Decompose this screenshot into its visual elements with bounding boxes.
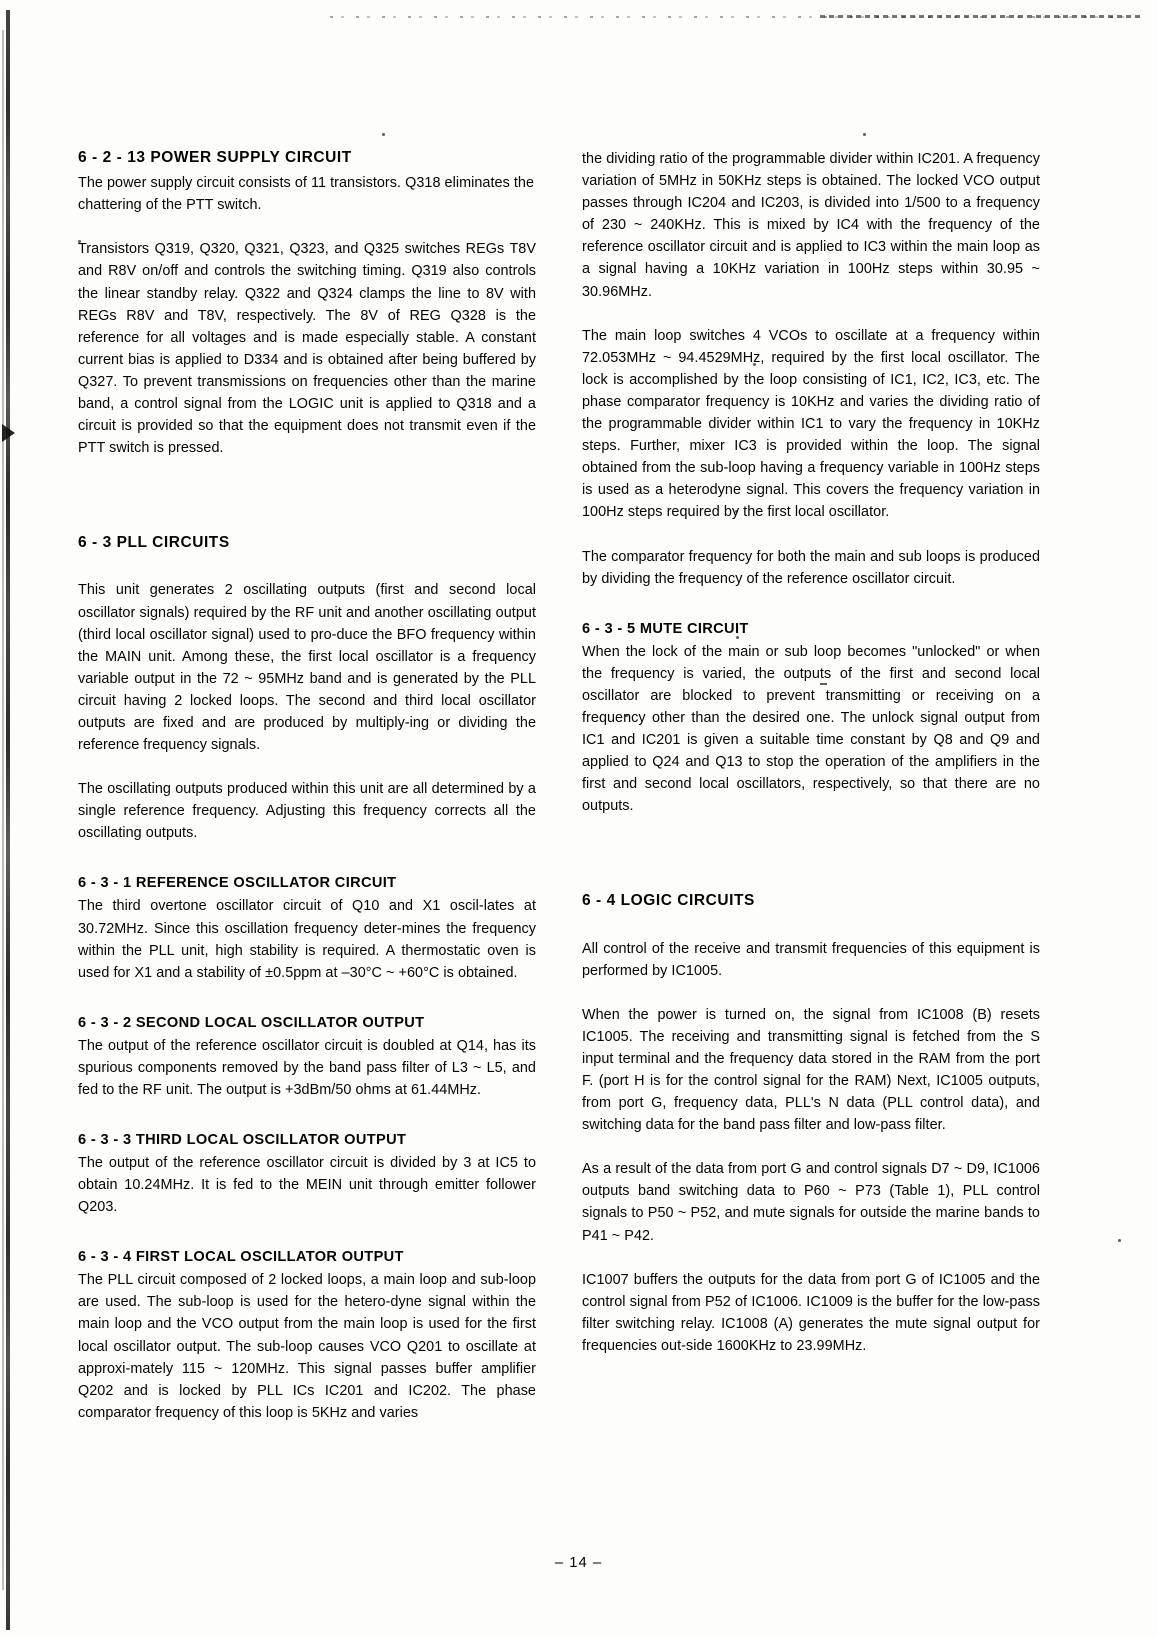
paragraph-gap <box>78 756 536 778</box>
heading-6-3-2: 6 - 3 - 2 SECOND LOCAL OSCILLATOR OUTPUT <box>78 1014 425 1031</box>
para-6-3-1: This unit generates 2 oscillating outputs (first and second local oscillator signals) required by the RF unit and another oscillating output (third local oscillator signal) used to pro-duce the BFO frequency within the MAIN unit. Among these, the first local oscillator is a frequency variable output in the 72 ~ 95MHz band and is generated by the PLL circuit having 2 locked loops. The second and third local oscillator outputs are fixed and are produced by multiply-ing or dividing the reference frequency signals. <box>78 582 536 754</box>
heading-6-3-4: 6 - 3 - 4 FIRST LOCAL OSCILLATOR OUTPUT <box>78 1249 404 1266</box>
para-6-2-13-1: The power supply circuit consists of 11 transistors. Q318 eliminates the chattering of the PTT switch. <box>78 175 535 214</box>
left-column <box>78 148 536 1424</box>
two-column-body <box>78 148 1070 1508</box>
para-6-3-5-1: When the lock of the main or sub loop becomes "unlocked" or when the frequency is varied, the outputs of the first and second local oscillator are blocked to prevent transmitting or receiving on a frequency other than the desired one. The unlock signal output from IC1 and IC201 is given a suitable time constant by Q8 and Q9 and applied to Q24 and Q13 to stop the operation of the amplifiers in the first and second local oscillators, respectively, so that there are no outputs. <box>582 643 1040 815</box>
paragraph-gap <box>582 1136 1040 1158</box>
section-gap <box>78 984 536 1014</box>
section-gap <box>78 459 536 533</box>
scan-top-streak-artifact-dense <box>820 15 1140 18</box>
paragraph-gap <box>78 216 536 238</box>
section-gap <box>78 844 536 874</box>
scan-speck <box>863 133 866 136</box>
heading-gap <box>582 916 1040 938</box>
para-6-2-13-2: Transistors Q319, Q320, Q321, Q323, and Q325 switches REGs T8V and R8V on/off and controls the switching timing. Q319 also controls the linear standby relay. Q322 and Q324 clamps the line to 8V with REGs R8V and T8V, respectively. The 8V of REG Q328 is the reference for all voltages and is made especially stable. A constant current bias is applied to D334 and is obtained after being buffered by Q327. To prevent transmissions on frequencies other than the marine band, a control signal from the LOGIC unit is applied to Q318 and a circuit is provided so that the equipment does not transmit even if the PTT switch is pressed. <box>78 241 536 457</box>
heading-gap <box>78 557 536 579</box>
page-number: – 14 – <box>554 1555 603 1571</box>
para-continuation-2: The main loop switches 4 VCOs to oscillate at a frequency within 72.053MHz ~ 94.4529MHz, required by the first local oscillator. The lock is accomplished by the loop consisting of IC1, IC2, IC3, etc. The phase comparator frequency is 10KHz and varies the dividing ratio of the programmable divider within IC1 to vary the frequency in 10KHz steps. Further, mixer IC3 is provided within the loop. The signal obtained from the sub-loop having a frequency variable in 100Hz steps is used as a heterodyne signal. This covers the frequency variation in 100Hz steps required by the first local oscillator. <box>582 327 1040 521</box>
para-6-3-1-1: The third overtone oscillator circuit of Q10 and X1 oscil-lates at 30.72MHz. Since this oscillation frequency deter-mines the frequency within the PLL unit, high stability is required. A thermostatic oven is used for X1 and a stability of ±0.5ppm at –30°C ~ +60°C is obtained. <box>78 898 536 981</box>
para-6-3-2: The oscillating outputs produced within this unit are all determined by a single reference frequency. Adjusting this frequency corrects all the oscillating outputs. <box>78 781 536 842</box>
paragraph-gap <box>582 982 1040 1004</box>
paragraph-gap <box>582 1247 1040 1269</box>
scan-speck <box>1118 1239 1121 1242</box>
scan-speck <box>382 133 385 136</box>
para-6-3-4-1: The PLL circuit composed of 2 locked loops, a main loop and sub-loop are used. The sub-loop is used for the hetero-dyne signal within the main loop and the VCO output from the main loop is used for the first local oscillator output. The sub-loop causes VCO Q201 to oscillate at approxi-mately 115 ~ 120MHz. This signal passes buffer amplifier Q202 and is locked by PLL ICs IC201 and IC202. The phase comparator frequency of this loop is 5KHz and varies <box>78 1272 536 1421</box>
section-gap <box>78 1218 536 1248</box>
para-6-4-2: When the power is turned on, the signal from IC1008 (B) resets IC1005. The receiving and transmitting signal is fetched from the S input terminal and the frequency data stored in the RAM from the port F. (port H is for the control signal for the RAM) Next, IC1005 outputs, from port G, frequency data, PLL's N data (PLL control data), and switching data for the band pass filter and low-pass filter. <box>582 1006 1040 1134</box>
para-continuation-1: the dividing ratio of the programmable divider within IC201. A frequency variation of 5MHz in 50KHz steps is obtained. The locked VCO output passes through IC204 and IC203, is divided into 1/500 to a frequency of 230 ~ 240KHz. This is mixed by IC4 with the frequency of the reference oscillator circuit and is applied to IC3 within the main loop as a signal having a 10KHz variation in 100Hz steps within 30.95 ~ 30.96MHz. <box>582 151 1040 300</box>
heading-6-3-3: 6 - 3 - 3 THIRD LOCAL OSCILLATOR OUTPUT <box>78 1132 407 1149</box>
para-6-4-4: IC1007 buffers the outputs for the data from port G of IC1005 and the control signal from P52 of IC1006. IC1009 is the buffer for the low-pass filter switching relay. IC1008 (A) generates the mute signal output for frequencies out-side 1600KHz to 23.99MHz. <box>582 1271 1040 1354</box>
para-6-4-3: As a result of the data from port G and control signals D7 ~ D9, IC1006 outputs band switching data to P60 ~ P73 (Table 1), PLL control signals to P50 ~ P52, and mute signals for outside the marine bands to P41 ~ P42. <box>582 1161 1040 1244</box>
paragraph-gap <box>582 524 1040 546</box>
scan-binding-edge-shadow <box>2 30 4 1590</box>
section-gap <box>582 817 1040 891</box>
para-continuation-3: The comparator frequency for both the main and sub loops is produced by dividing the frequency of the reference oscillator circuit. <box>582 548 1040 587</box>
heading-6-3-5: 6 - 3 - 5 MUTE CIRCUIT <box>582 620 749 637</box>
right-column <box>582 148 1040 1357</box>
heading-6-4: 6 - 4 LOGIC CIRCUITS <box>582 892 755 910</box>
para-6-3-2-1: The output of the reference oscillator circuit is doubled at Q14, has its spurious components removed by the band pass filter of L3 ~ L5, and fed to the RF unit. The output is +3dBm/50 ohms at 61.44MHz. <box>78 1037 536 1098</box>
para-6-3-3-1: The output of the reference oscillator circuit is divided by 3 at IC5 to obtain 10.24MHz. It is fed to the MEIN unit through emitter follower Q203. <box>78 1155 536 1216</box>
paragraph-gap <box>582 303 1040 325</box>
section-gap <box>78 1101 536 1131</box>
heading-6-2-13: 6 - 2 - 13 POWER SUPPLY CIRCUIT <box>78 149 352 166</box>
scan-binding-edge-artifact <box>6 10 10 1630</box>
scan-arrow-mark-artifact <box>2 424 15 442</box>
heading-6-3-1: 6 - 3 - 1 REFERENCE OSCILLATOR CIRCUIT <box>78 875 397 892</box>
para-6-4-1: All control of the receive and transmit frequencies of this equipment is performed by IC1005. <box>582 940 1040 979</box>
heading-6-3: 6 - 3 PLL CIRCUITS <box>78 534 230 552</box>
section-gap <box>582 590 1040 620</box>
